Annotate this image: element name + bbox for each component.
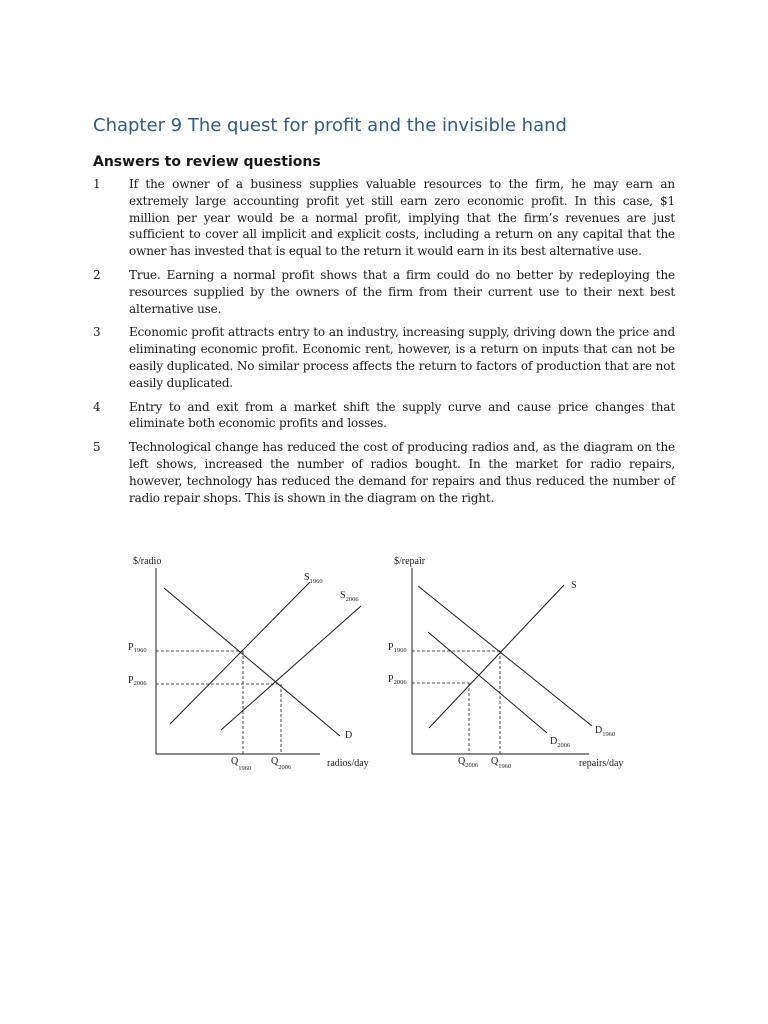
supply-1960-label: S1960 <box>304 572 323 585</box>
x-axis-label: radios/day <box>327 758 369 769</box>
answer-item <box>93 176 675 260</box>
demand-2006-label: D2006 <box>550 736 571 749</box>
price-1960-label: P1960 <box>128 642 147 654</box>
price-2006-label: P2006 <box>128 675 147 687</box>
demand-label: D <box>345 730 353 741</box>
review-answers-list <box>93 176 675 513</box>
supply-curve <box>429 585 564 728</box>
supply-2006-curve <box>221 606 361 730</box>
repair-market-diagram <box>384 548 644 778</box>
price-2006-label: P2006 <box>388 674 407 686</box>
repair-market-svg <box>384 548 644 778</box>
answer-number: 4 <box>93 399 101 414</box>
quantity-1960-label: $Q_{1960}$ <box>231 756 252 772</box>
price-1960-label: P1960 <box>388 642 407 654</box>
answer-text: True. Earning a normal profit shows that a firm could do no better by redeploying the resources supplied by the owners of the firm from their current use to their next best alternative use. <box>129 267 675 316</box>
radio-market-diagram <box>120 548 380 778</box>
answer-text: Economic profit attracts entry to an industry, increasing supply, driving down the price and eliminating economic profit. Economic rent, however, is a return on inputs that can not be easily duplicated. No similar process affects the return to factors of production that are not easily duplicated. <box>129 325 675 390</box>
answer-number: 5 <box>93 440 101 455</box>
supply-2006-label: S2006 <box>340 590 359 603</box>
answer-number: 1 <box>93 177 101 191</box>
demand-1960-curve <box>418 586 592 726</box>
section-heading: Answers to review questions <box>93 154 321 170</box>
supply-label: S <box>571 580 577 591</box>
answer-item <box>93 324 675 391</box>
supply-1960-curve <box>170 582 310 724</box>
quantity-1960-label: $Q_{1960}$ <box>491 756 512 770</box>
demand-curve <box>164 588 340 736</box>
y-axis-label: $/repair <box>394 556 426 567</box>
quantity-2006-label: $Q_{2006}$ <box>271 756 292 771</box>
answer-text: Technological change has reduced the cost of producing radios and, as the diagram on the left shows, increased the number of radios bought. In the market for radio repairs, however, technology has reduced the demand for repairs and thus reduced the number of radio repair shops. This is shown in the diagram on the right. <box>129 440 675 505</box>
answer-number: 3 <box>93 325 101 340</box>
y-axis-label: $/radio <box>133 556 162 567</box>
demand-1960-label: D1960 <box>595 725 616 738</box>
answer-text: Entry to and exit from a market shift the supply curve and cause price changes that eliminate both economic profits and losses. <box>129 399 675 431</box>
answer-number: 2 <box>93 267 101 282</box>
answer-item <box>93 439 675 506</box>
radio-market-svg <box>120 548 380 778</box>
x-axis-label: repairs/day <box>579 758 624 769</box>
quantity-2006-label: Q2006 <box>458 756 479 769</box>
demand-2006-curve <box>428 632 547 733</box>
chapter-title: Chapter 9 The quest for profit and the invisible hand <box>93 115 567 136</box>
answer-text: If the owner of a business supplies valuable resources to the firm, he may earn an extremely large accounting profit yet still earn zero economic profit. In this case, $1 million per year would be a normal profit, implying that the firm’s revenues are just sufficient to cover all implicit and explicit costs, including a return on any capital that the owner has invested that is equal to the return it would earn in its best alternative use. <box>129 177 675 259</box>
answer-item <box>93 267 675 317</box>
answer-item <box>93 399 675 433</box>
